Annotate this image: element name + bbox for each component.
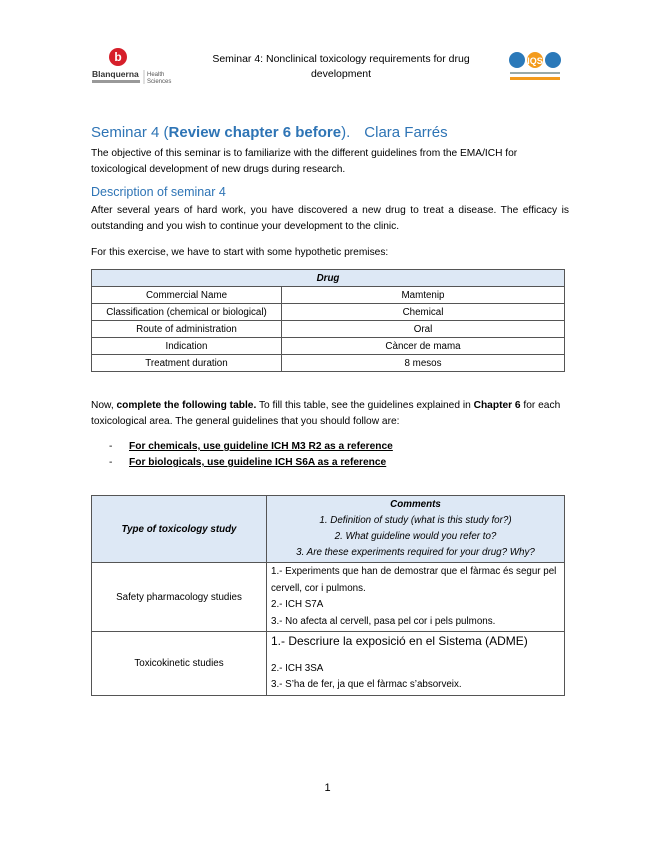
page-number: 1 (324, 782, 331, 794)
toxicology-table (91, 495, 565, 696)
question-1: 1. Definition of study (what is this study for?) (319, 515, 512, 526)
comments-header: Comments (390, 499, 441, 510)
answer: 3.- S’ha de fer, ja que el fàrmac s’absorveix. (271, 679, 462, 690)
drug-label: Classification (chemical or biological) (92, 304, 282, 321)
logo-sub1: Health (147, 72, 165, 78)
premises-paragraph: For this exercise, we have to start with some hypothetic premises: (91, 247, 389, 258)
answer: 2.- ICH 3SA (271, 662, 324, 674)
logo-mark: b (114, 50, 122, 64)
logo-name: Blanquerna (92, 69, 139, 79)
table-row (92, 321, 565, 338)
seminar-title: Seminar 4 (Review chapter 6 before). Clara Farrés (91, 124, 448, 141)
iqs-mark: IQS (527, 56, 543, 66)
header-title: Seminar 4: Nonclinical toxicology requirements for drug development (212, 53, 470, 80)
drug-table-header: Drug (92, 270, 565, 287)
author-name: Clara Farrés (364, 124, 448, 141)
comments-header-cell (267, 496, 565, 563)
instructions-paragraph: Now, complete the following table. To fill this table, see the guidelines explained in Chapter 6 for each toxicological area. The general guidelines that you should follow are: (91, 400, 561, 427)
question-3: 3. Are these experiments required for your drug? Why? (296, 547, 535, 558)
drug-label: Commercial Name (92, 287, 282, 304)
section-heading: Description of seminar 4 (91, 185, 226, 199)
drug-value: Oral (282, 321, 565, 338)
drug-value: 8 mesos (282, 355, 565, 372)
iqs-logo (508, 48, 562, 86)
drug-table (91, 269, 565, 372)
drug-label: Route of administration (92, 321, 282, 338)
blanquerna-logo (92, 46, 176, 88)
guideline-bullet-chemicals: - For chemicals, use guideline ICH M3 R2 as a reference (109, 441, 393, 452)
drug-label: Indication (92, 338, 282, 355)
study-name: Toxicokinetic studies (92, 632, 267, 696)
answer-cell (267, 632, 565, 696)
table-row (92, 304, 565, 321)
table-row (92, 632, 565, 696)
answer: 3.- No afecta al cervell, pasa pel cor i pels pulmons. (271, 615, 496, 627)
table-row (92, 287, 565, 304)
guideline-bullet-biologicals: - For biologicals, use guideline ICH S6A as a reference (109, 457, 387, 468)
table-row (92, 563, 565, 632)
objective-paragraph: The objective of this seminar is to familiarize with the different guidelines from the EMA/ICH for toxicological development of new drugs during research. (91, 148, 518, 175)
table-row (92, 338, 565, 355)
drug-value: Mamtenip (282, 287, 565, 304)
table-row (92, 355, 565, 372)
answer: 2.- ICH S7A (271, 599, 324, 610)
study-type-header: Type of toxicology study (92, 496, 267, 563)
drug-value: Chemical (282, 304, 565, 321)
study-name: Safety pharmacology studies (92, 563, 267, 632)
answer: 1.- Descriure la exposició en el Sistema (ADME) (271, 634, 528, 648)
title-bold: Review chapter 6 before (168, 124, 342, 141)
answer: 1.- Experiments que han de demostrar que el fàrmac és segur pel cervell, cor i pulmons. (271, 566, 557, 594)
question-2: 2. What guideline would you refer to? (334, 531, 497, 542)
drug-label: Treatment duration (92, 355, 282, 372)
answer-cell (267, 563, 565, 632)
description-paragraph: After several years of hard work, you have discovered a new drug to treat a disease. The efficacy is outstanding and you wish to continue your development to the clinic. (91, 205, 569, 232)
drug-value: Càncer de mama (282, 338, 565, 355)
logo-sub2: Sciences (147, 79, 172, 85)
